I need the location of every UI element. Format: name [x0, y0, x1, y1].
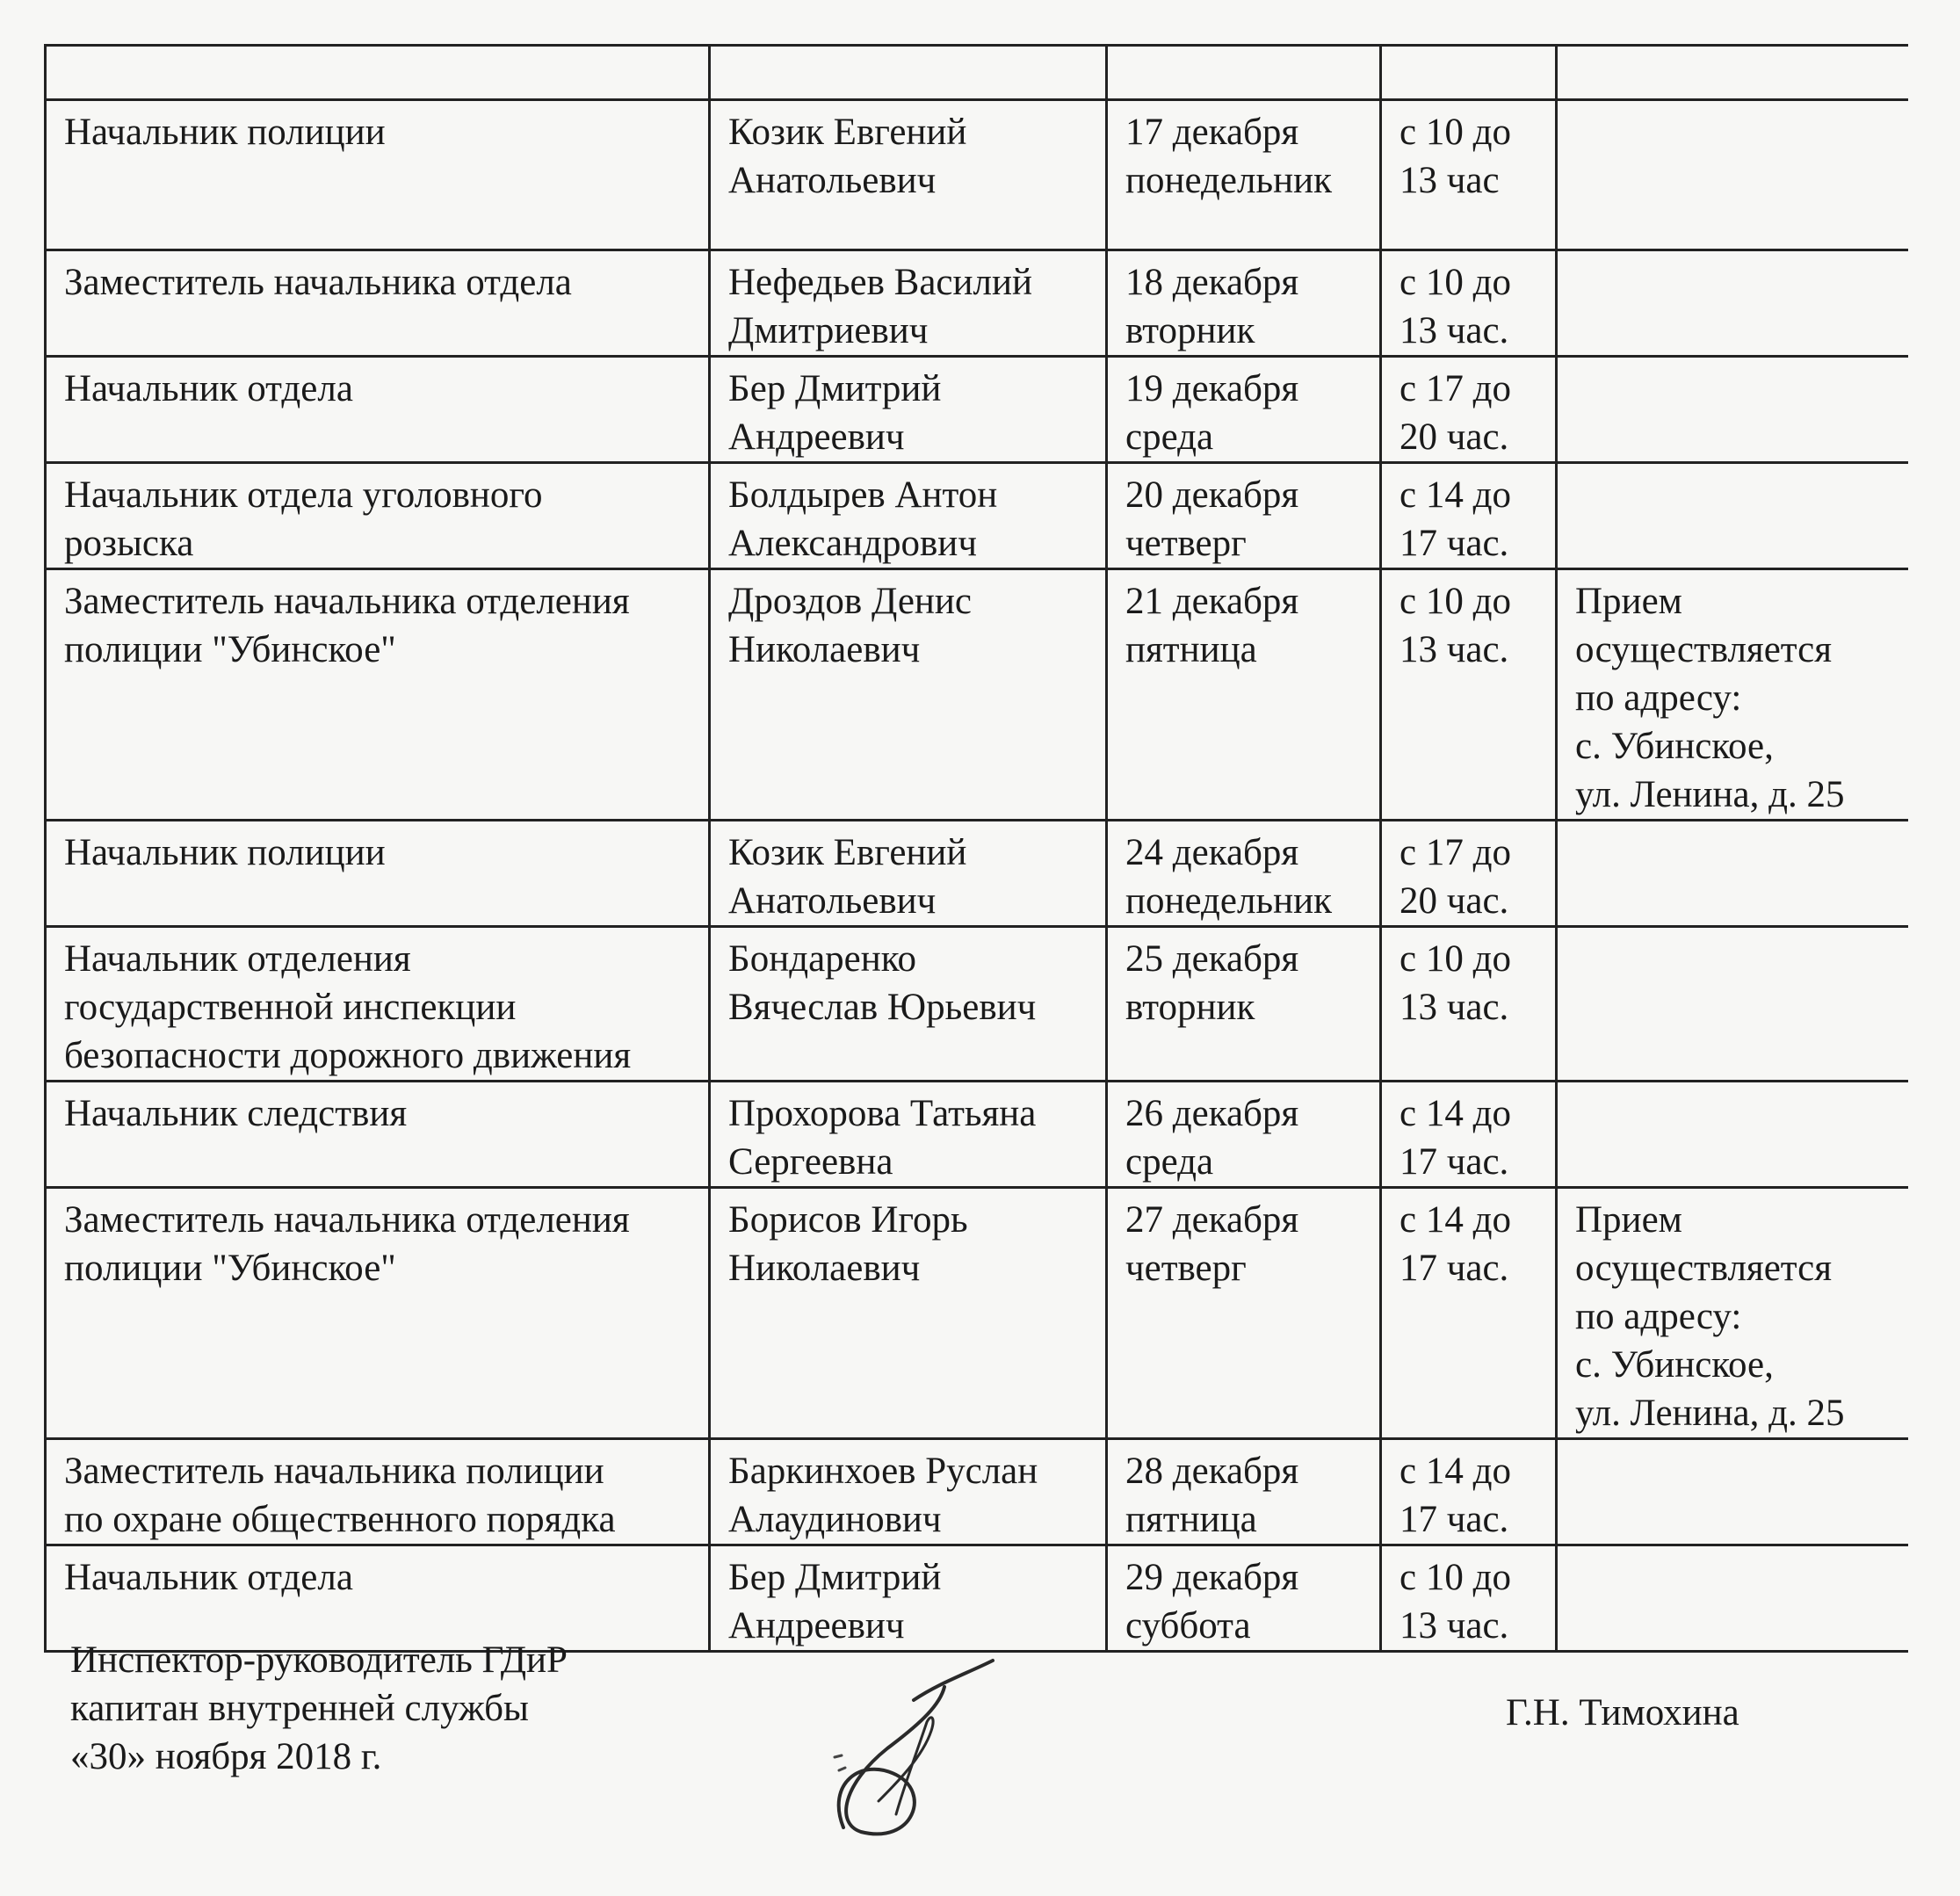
cell-text-line: по адресу:	[1575, 1296, 1742, 1337]
cell-text-line: 24 декабря	[1125, 832, 1299, 873]
cell-text-line: по охране общественного порядка	[64, 1499, 616, 1540]
table-row	[46, 357, 1908, 463]
position-cell	[46, 821, 710, 927]
signer-rank: капитан внутренней службы	[70, 1688, 529, 1729]
cell-text-line: Александрович	[728, 523, 977, 564]
time-cell	[1381, 821, 1557, 927]
cell-text-line: 13 час.	[1399, 987, 1509, 1028]
cell-text-line: с 10 до	[1399, 1557, 1511, 1598]
cell-text-line: Бер Дмитрий	[728, 1557, 942, 1598]
cell-text-line: государственной инспекции	[64, 987, 517, 1028]
signer-name: Г.Н. Тимохина	[1506, 1692, 1739, 1733]
cell-text-line: Козик Евгений	[728, 832, 967, 873]
cell-text-line: Заместитель начальника отделения	[64, 1199, 630, 1241]
name-cell	[710, 569, 1107, 821]
name-cell	[710, 463, 1107, 569]
date-cell	[1107, 1545, 1381, 1652]
cell-text-line: с 10 до	[1399, 938, 1511, 980]
cell-text-line: с 10 до	[1399, 581, 1511, 622]
date-cell	[1107, 927, 1381, 1082]
cell-text-line: с 14 до	[1399, 1199, 1511, 1241]
date-cell	[1107, 100, 1381, 250]
cell-text-line: 17 час.	[1399, 1499, 1509, 1540]
time-cell	[1381, 569, 1557, 821]
cell-text-line: Баркинхоев Руслан	[728, 1451, 1038, 1492]
header-cell-name	[710, 46, 1107, 100]
cell-text-line: Анатольевич	[728, 160, 937, 201]
name-cell	[710, 1082, 1107, 1188]
cell-text-line: Николаевич	[728, 1248, 921, 1289]
cell-text-line: 17 час.	[1399, 523, 1509, 564]
time-cell	[1381, 927, 1557, 1082]
header-cell-time	[1381, 46, 1557, 100]
cell-text-line: Болдырев Антон	[728, 474, 998, 516]
table-row	[46, 463, 1908, 569]
cell-text-line: Начальник следствия	[64, 1093, 408, 1134]
date-cell	[1107, 1439, 1381, 1545]
cell-text-line: 28 декабря	[1125, 1451, 1299, 1492]
footer-block	[70, 1636, 568, 1781]
cell-text-line: Бер Дмитрий	[728, 368, 942, 409]
cell-text-line: 13 час.	[1399, 310, 1509, 351]
cell-text-line: суббота	[1125, 1605, 1251, 1646]
cell-text-line: Начальник полиции	[64, 832, 386, 873]
cell-text-line: понедельник	[1125, 880, 1332, 922]
position-cell	[46, 357, 710, 463]
cell-text-line: 17 час.	[1399, 1141, 1509, 1183]
position-cell	[46, 927, 710, 1082]
header-row	[46, 46, 1908, 100]
cell-text-line: Прием	[1575, 581, 1682, 622]
cell-text-line: Борисов Игорь	[728, 1199, 968, 1241]
signer-position: Инспектор-руководитель ГДиР	[70, 1639, 568, 1681]
cell-text-line: с. Убинское,	[1575, 1344, 1774, 1386]
cell-text-line: осуществляется	[1575, 629, 1832, 670]
cell-text-line: 13 час.	[1399, 629, 1509, 670]
cell-text-line: 13 час	[1399, 160, 1500, 201]
cell-text-line: 20 декабря	[1125, 474, 1299, 516]
note-cell	[1557, 1082, 1908, 1188]
date-cell	[1107, 250, 1381, 357]
cell-text-line: 27 декабря	[1125, 1199, 1299, 1241]
table-row	[46, 1439, 1908, 1545]
date-cell	[1107, 1188, 1381, 1439]
cell-text-line: 19 декабря	[1125, 368, 1299, 409]
note-cell	[1557, 1188, 1908, 1439]
cell-text-line: Дмитриевич	[728, 310, 929, 351]
position-cell	[46, 100, 710, 250]
cell-text-line: Прохорова Татьяна	[728, 1093, 1037, 1134]
cell-text-line: 25 декабря	[1125, 938, 1299, 980]
cell-text-line: ул. Ленина, д. 25	[1575, 1393, 1845, 1434]
cell-text-line: с 14 до	[1399, 1451, 1511, 1492]
cell-text-line: среда	[1125, 1141, 1214, 1183]
note-cell	[1557, 569, 1908, 821]
cell-text-line: Сергеевна	[728, 1141, 893, 1183]
time-cell	[1381, 463, 1557, 569]
cell-text-line: четверг	[1125, 523, 1247, 564]
cell-text-line: 21 декабря	[1125, 581, 1299, 622]
header-cell-position	[46, 46, 710, 100]
document-date: «30» ноября 2018 г.	[70, 1736, 382, 1777]
cell-text-line: среда	[1125, 416, 1214, 458]
note-cell	[1557, 357, 1908, 463]
name-cell	[710, 1545, 1107, 1652]
cell-text-line: 20 час.	[1399, 880, 1509, 922]
cell-text-line: Анатольевич	[728, 880, 937, 922]
cell-text-line: 17 декабря	[1125, 112, 1299, 153]
time-cell	[1381, 100, 1557, 250]
cell-text-line: Дроздов Денис	[728, 581, 973, 622]
note-cell	[1557, 100, 1908, 250]
cell-text-line: с 17 до	[1399, 832, 1511, 873]
table-row	[46, 821, 1908, 927]
date-cell	[1107, 821, 1381, 927]
cell-text-line: полиции "Убинское"	[64, 629, 396, 670]
cell-text-line: с 14 до	[1399, 1093, 1511, 1134]
cell-text-line: 20 час.	[1399, 416, 1509, 458]
note-cell	[1557, 927, 1908, 1082]
table-row	[46, 100, 1908, 250]
time-cell	[1381, 1188, 1557, 1439]
cell-text-line: 26 декабря	[1125, 1093, 1299, 1134]
cell-text-line: Прием	[1575, 1199, 1682, 1241]
date-cell	[1107, 569, 1381, 821]
time-cell	[1381, 1082, 1557, 1188]
cell-text-line: розыска	[64, 523, 194, 564]
time-cell	[1381, 1439, 1557, 1545]
cell-text-line: Заместитель начальника полиции	[64, 1451, 604, 1492]
note-cell	[1557, 463, 1908, 569]
cell-text-line: 17 час.	[1399, 1248, 1509, 1289]
cell-text-line: Начальник отдела	[64, 368, 353, 409]
name-cell	[710, 1439, 1107, 1545]
time-cell	[1381, 1545, 1557, 1652]
name-cell	[710, 1188, 1107, 1439]
note-cell	[1557, 1545, 1908, 1652]
header-cell-date	[1107, 46, 1381, 100]
cell-text-line: с. Убинское,	[1575, 726, 1774, 767]
table-row	[46, 927, 1908, 1082]
schedule-body	[46, 46, 1908, 1652]
note-cell	[1557, 1439, 1908, 1545]
cell-text-line: пятница	[1125, 1499, 1257, 1540]
note-cell	[1557, 250, 1908, 357]
position-cell	[46, 250, 710, 357]
header-cell-note	[1557, 46, 1908, 100]
cell-text-line: Алаудинович	[728, 1499, 942, 1540]
cell-text-line: по адресу:	[1575, 677, 1742, 719]
cell-text-line: Начальник полиции	[64, 112, 386, 153]
cell-text-line: Начальник отдела уголовного	[64, 474, 543, 516]
cell-text-line: вторник	[1125, 310, 1255, 351]
name-cell	[710, 100, 1107, 250]
cell-text-line: полиции "Убинское"	[64, 1248, 396, 1289]
cell-text-line: Начальник отделения	[64, 938, 411, 980]
name-cell	[710, 250, 1107, 357]
reception-schedule-table	[44, 44, 1908, 1653]
cell-text-line: с 17 до	[1399, 368, 1511, 409]
cell-text-line: четверг	[1125, 1248, 1247, 1289]
time-cell	[1381, 357, 1557, 463]
cell-text-line: ул. Ленина, д. 25	[1575, 774, 1845, 815]
cell-text-line: Заместитель начальника отделения	[64, 581, 630, 622]
cell-text-line: 13 час.	[1399, 1605, 1509, 1646]
name-cell	[710, 927, 1107, 1082]
time-cell	[1381, 250, 1557, 357]
position-cell	[46, 1188, 710, 1439]
cell-text-line: 29 декабря	[1125, 1557, 1299, 1598]
cell-text-line: безопасности дорожного движения	[64, 1035, 632, 1076]
note-cell	[1557, 821, 1908, 927]
position-cell	[46, 1082, 710, 1188]
cell-text-line: с 14 до	[1399, 474, 1511, 516]
cell-text-line: Андреевич	[728, 416, 905, 458]
position-cell	[46, 1439, 710, 1545]
table-row	[46, 1082, 1908, 1188]
table-row	[46, 569, 1908, 821]
position-cell	[46, 463, 710, 569]
name-cell	[710, 821, 1107, 927]
cell-text-line: Вячеслав Юрьевич	[728, 987, 1037, 1028]
cell-text-line: Нефедьев Василий	[728, 262, 1033, 303]
cell-text-line: с 10 до	[1399, 112, 1511, 153]
table-row	[46, 250, 1908, 357]
cell-text-line: осуществляется	[1575, 1248, 1832, 1289]
position-cell	[46, 569, 710, 821]
date-cell	[1107, 463, 1381, 569]
cell-text-line: 18 декабря	[1125, 262, 1299, 303]
cell-text-line: вторник	[1125, 987, 1255, 1028]
handwritten-signature	[808, 1652, 1063, 1854]
date-cell	[1107, 357, 1381, 463]
cell-text-line: Козик Евгений	[728, 112, 967, 153]
table-row	[46, 1188, 1908, 1439]
date-cell	[1107, 1082, 1381, 1188]
name-cell	[710, 357, 1107, 463]
cell-text-line: с 10 до	[1399, 262, 1511, 303]
cell-text-line: Бондаренко	[728, 938, 916, 980]
cell-text-line: Начальник отдела	[64, 1557, 353, 1598]
cell-text-line: Николаевич	[728, 629, 921, 670]
cell-text-line: пятница	[1125, 629, 1257, 670]
cell-text-line: Заместитель начальника отдела	[64, 262, 572, 303]
cell-text-line: Андреевич	[728, 1605, 905, 1646]
cell-text-line: понедельник	[1125, 160, 1332, 201]
